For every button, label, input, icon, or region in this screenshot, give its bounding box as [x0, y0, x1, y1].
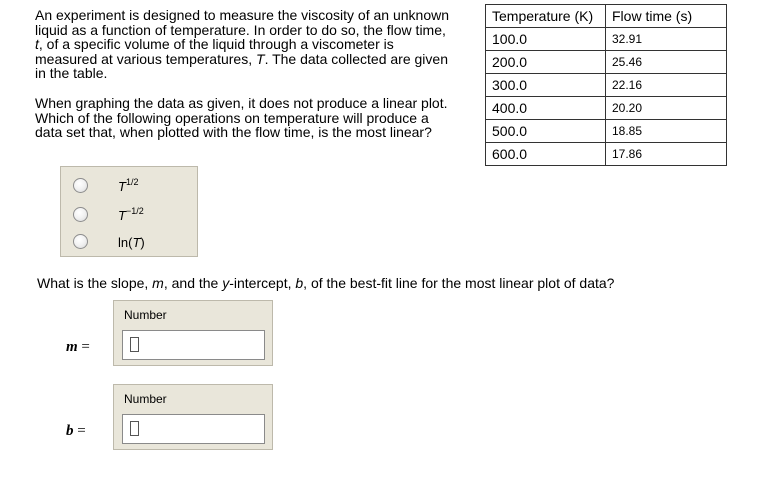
cell-temperature: 400.0	[486, 97, 606, 120]
q1-text-b: , of a specific volume of the liquid through a viscometer is measured at various temperatures,	[35, 36, 394, 67]
question-2: What is the slope, m, and the y-intercept, b, of the best-fit line for the most linear plot of data?	[37, 275, 615, 291]
table-row	[486, 28, 727, 51]
cell-flow-time: 25.46	[606, 51, 727, 74]
cell-flow-time: 20.20	[606, 97, 727, 120]
option-inverse-sqrt-t[interactable]	[68, 203, 193, 227]
table-row	[486, 74, 727, 97]
radio-button[interactable]	[73, 207, 88, 222]
cell-temperature: 500.0	[486, 120, 606, 143]
intercept-caption: Number	[124, 392, 167, 406]
slope-caption: Number	[124, 308, 167, 322]
header-flow-time: Flow time (s)	[606, 5, 727, 28]
data-table	[485, 4, 727, 166]
cell-flow-time: 32.91	[606, 28, 727, 51]
cell-temperature: 600.0	[486, 143, 606, 166]
intercept-input[interactable]	[122, 414, 265, 444]
cell-flow-time: 17.86	[606, 143, 727, 166]
table-row	[486, 120, 727, 143]
table-row	[486, 51, 727, 74]
q1-var-T: T	[256, 50, 265, 67]
cell-temperature: 300.0	[486, 74, 606, 97]
q1-text-c: . The data collected are given in the table.	[35, 50, 448, 82]
table-row	[486, 97, 727, 120]
slope-answer-box	[113, 300, 273, 366]
option-label: $T^{-1/2}$	[118, 206, 144, 223]
table-row	[486, 143, 727, 166]
intercept-answer-box	[113, 384, 273, 450]
cell-flow-time: 18.85	[606, 120, 727, 143]
cell-temperature: 200.0	[486, 51, 606, 74]
option-label: $T^{1/2}$	[118, 177, 139, 194]
option-ln-t[interactable]	[68, 230, 193, 254]
question-paragraph-1	[35, 8, 455, 81]
question-paragraph-2: When graphing the data as given, it does not produce a linear plot. Which of the following operations on temperature will produce a data set that, when plotted with the flow time, is the most linear?	[35, 95, 448, 141]
cell-temperature: 100.0	[486, 28, 606, 51]
intercept-label: b =	[66, 423, 86, 439]
q1-var-t: t	[35, 36, 39, 53]
radio-button[interactable]	[73, 234, 88, 249]
option-label: ln(T)	[118, 235, 145, 250]
cell-flow-time: 22.16	[606, 74, 727, 97]
radio-button[interactable]	[73, 178, 88, 193]
header-temperature: Temperature (K)	[486, 5, 606, 28]
option-sqrt-t[interactable]	[68, 174, 193, 198]
slope-input[interactable]	[122, 330, 265, 360]
slope-label: m =	[66, 339, 90, 355]
answer-choices	[60, 166, 198, 257]
table-header-row	[486, 5, 727, 28]
q1-text-a: An experiment is designed to measure the viscosity of an unknown liquid as a function of temperature. In order to do so, the flow time,	[35, 7, 450, 38]
